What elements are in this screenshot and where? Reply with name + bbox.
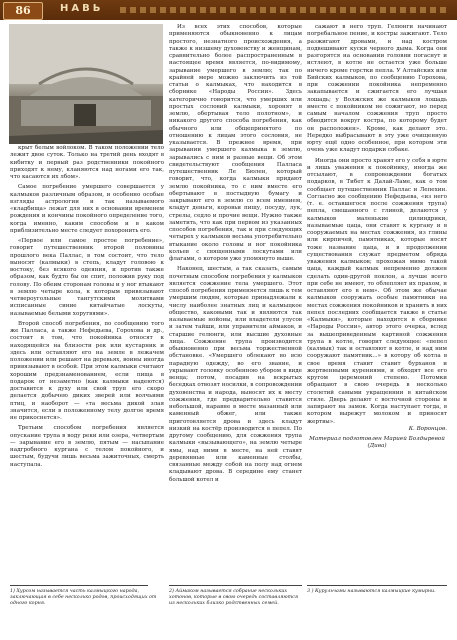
- page-header: [0, 0, 457, 20]
- paragraph: Наконец, шестым, а так сказать, самым почетным способом погребения у калмыков является сожжение тела умершего. Этот способ погребения применяется лишь к тем умершим людям, которые принадлежали к числу наиболее знатных лиц и калмыцкое общество, каковыми так и являются так называемые нойоны, или владетели улусов и затем тайши, или управители аймаков, и старшие гелюнги, или высшие духовные лица. Сожжение трупа производится обыкновенно при весьма торжественной обстановке. «Умершего облекают во всю парадную одежду, во его звание, и укрывают головку особенною убором в виде венца; потом, посадив на вскрытых беседках отвозят носилки, в сопровождении духовенства и народа, выносят их к месту сожжения, где предварительно ставится небольшой, наравне в месте мазанный или каменный обжег, или также приготовляется дрова и здесь кладут низкий на костёр производится в пепел. По другому сообщению, для сожжения трупа калмыки «вызывающего», на землю четыре ямы, над ними в месте, на ней ставят деревянные или каменные столбы, связанные между собой на полу над огнем кладывают дрова. В середине ему станет большой котел и: [169, 266, 302, 483]
- footnote-rule: [169, 585, 302, 586]
- paragraph: крыт белым войлоком. В таком положении тело лежит двое суток. Только на третий день входят в кибитку и первый раз родственники покойного приходят к нему, кланяются над ногами его так, что касаются их лбом».: [10, 145, 164, 180]
- paragraph: Из всех этих способов, которые применяются обыкновенно к лицам простого, незнатного происхождения, а также к низшему духовенству и женщинам, сравнительно более распространенным в настоящее время является, по-видимому, зарывание умершего в землю; так по крайней мере можно заключить из той статьи о калмыках, что находится в сборнике «Народы России». Здесь категорично говорится, что умерших или простых сословий калмыки, хоронят в землю, обертывая тело полотном», и никакого другого способа погребения, как обычного или общепринятого по отношению к лицам этого сословия, не указывается. В прежнее время, при зарывании умершего калмыка в землю, зарывались с ним и разные вещи. Об этом свидетельствуют сообщения Палласа путешественник Ле Бюлен, который говорит, что, когда калмыки придают землю покойника, то с ним вместе его обертывают в постыдную бумагу и закрывают его в землю со всем имением, кладут деньги, коровьи пищу, посуду, лук, стрелы, седло и прочие вещи. Нужно также заметить, что как при первом из указанных способов погребения, так и при следующих четырех у калмыков весьма употребительно втыкание около головы и ног покойника кольев с священными лоскутами или флагами, о котором уже упомянуто выше.: [169, 24, 302, 262]
- yurt-illustration: [9, 24, 163, 144]
- column-2: [169, 24, 302, 484]
- footnote-rule: [10, 585, 148, 586]
- page-number: 86: [3, 2, 43, 20]
- footnote-2: 2) Аймаком называется собрание нескольких хотонов, которые в свою очередь составляются из нескольких близко родственных семей.: [169, 589, 299, 607]
- column-3: [307, 24, 447, 451]
- yurt-photo: [9, 24, 163, 144]
- paragraph: Самое погребение умершего совершается у калмыков различным образом, и особенно особые взгляды астрологии и так называемого «кладбища» лежат для них в основании временем рождения и кончины покойного определение того, когда именно, каким способом и в каком приблизительно месте следует похоронить его.: [10, 184, 164, 234]
- paragraph: Иногда они просто хранят его у себя в юрте и лишь уважения к покойнику, иногда же отсылают, в сопровождении богатых подарков, в Тибет к Далай-Ламе, как о том сообщает путешественник Паллас и Лепехин. Согласно же сообщению Нефедьева, «из него (т. е. оставшегося после сожжения трупа) пепла, смешанного с глиной, делаются у калмыков маленькие цилиндрики, называемые цаца, они ставят к кургану и в сооружаемых на местах сожжения, из глины или кирпичей, памятниках, которые носят тоже название цаца, и в продолжении существования служат предметом обряда уважения калмыков; прохожая мимо такой цаца, каждый калмык непременно должен сделать один-другой поклон, а лучше всего при себе не имеют, то облепляет их прахом, и оставляют его в нем». Об этом же обычае калмыков сооружать особые памятники на местах сожжения покойников и хранить в них пепел последних сообщается также в статье «Калмыки», которые находится в сборнике «Народы России», автор этого очерка, вслед за вышеприведенным картиной сожжения трупа в котле, говорит следующее: «пепел (калмык) так и оставляют в котле, и над ним сооружают памятник...» в котору об котла в свое время ставит ставит бурханов и жертвенными курениями, и обходят все его кругом церемоний степено. Потомки обращают в свою очередь в несколько столетий самыми укращеннии в китайском стиле. Дверь делают с восточной стороны и запирают на замок. Когда наступает тогда, в котором вырежут молоком и приносят жертвы».: [307, 157, 447, 425]
- footnote-rule: [307, 585, 447, 586]
- section-title: НАВЬ: [60, 3, 104, 14]
- author-signature: К. Воронцов.: [408, 425, 447, 432]
- material-credit: Материал подготовлен Марией Болдыревой (Дива): [309, 436, 445, 450]
- column-1: [10, 145, 164, 469]
- ornament-band: [120, 7, 450, 13]
- paragraph: Второй способ погребения, по сообщению того же Палласа, а также Нефедьева, Горохова и др., состоит в том, что покойника относят к находящейся на близости рек или кустарник и здесь или оставляют его на земле в лежачем положении или решают на деревьях, воины иногда привязывают в особой. При этом калмыки считают хорошим предзнаменованием, если пища в подарок от незаметно (как калмыки надеются) доставится к духу или свой труп его скоро делается добычею диких зверей или волчьими птиц, и наоборот — «та весьма дикой злая значится, если в положенному телу долгое время не прикоснется».: [10, 320, 164, 421]
- paragraph: Третьим способом погребения является опускание трупа в воду реки или озера, четвертым — зарывание его в землю, пятым — насыпание надгробного кургана с телом покойного, и шестым, будучи лишь весьма зажиточных, смерть наступала.: [10, 425, 164, 468]
- paragraph: сажают в него труп. Гелюнги начинают погребальное пение, и костры зажигают. Тело разжигают дровами, и над костром подвешивают куски черного дыма. Когда они разгорятся на основании головни погаснут и истлеют, в котле не остается уже больше ничего кроме горстки пепла. У Алтайских или Бийских калмыков, по сообщению Горохова, при сожжении покойника непременно закапывается и сжигается его лучшая лошадь; у Волжских же калмыков лошадь вместе с покойником не сожигают, но перед самым началом сожжения труп просто обводится вокруг костра, по которому будет он расположен». Кроме, как делают это. Нередко выбрасывают в эту уже очищенную юрту ещё одно особенное, при котором эти очень уже кладут подарки собаке.: [307, 24, 447, 154]
- footnote-3: 3 ) Курульчами называются калмыцкие кумирни.: [307, 589, 436, 594]
- paragraph: «Первое или самое простое погребение», говорит путешественник второй половины прошлого века Паллас, в том состоит, что тело выносят (калмыки) в степь, кладут головою к востоку, без всякого одеяния, и против также образом, как будто бы он спит, положив руку под голову. По обеим сторонам головы и у ног втыкают в землю четыре кола, к которым привязывают четвероугольные тангутскими молитвами исписанные синие китайчатые лоскуты, называемые белыми хоругвями».: [10, 238, 164, 317]
- footnote-1: 1) Хурсом называется часть калмыцкого народа, заключающая в себе несколько родов, происходящих от одного корня.: [10, 589, 157, 607]
